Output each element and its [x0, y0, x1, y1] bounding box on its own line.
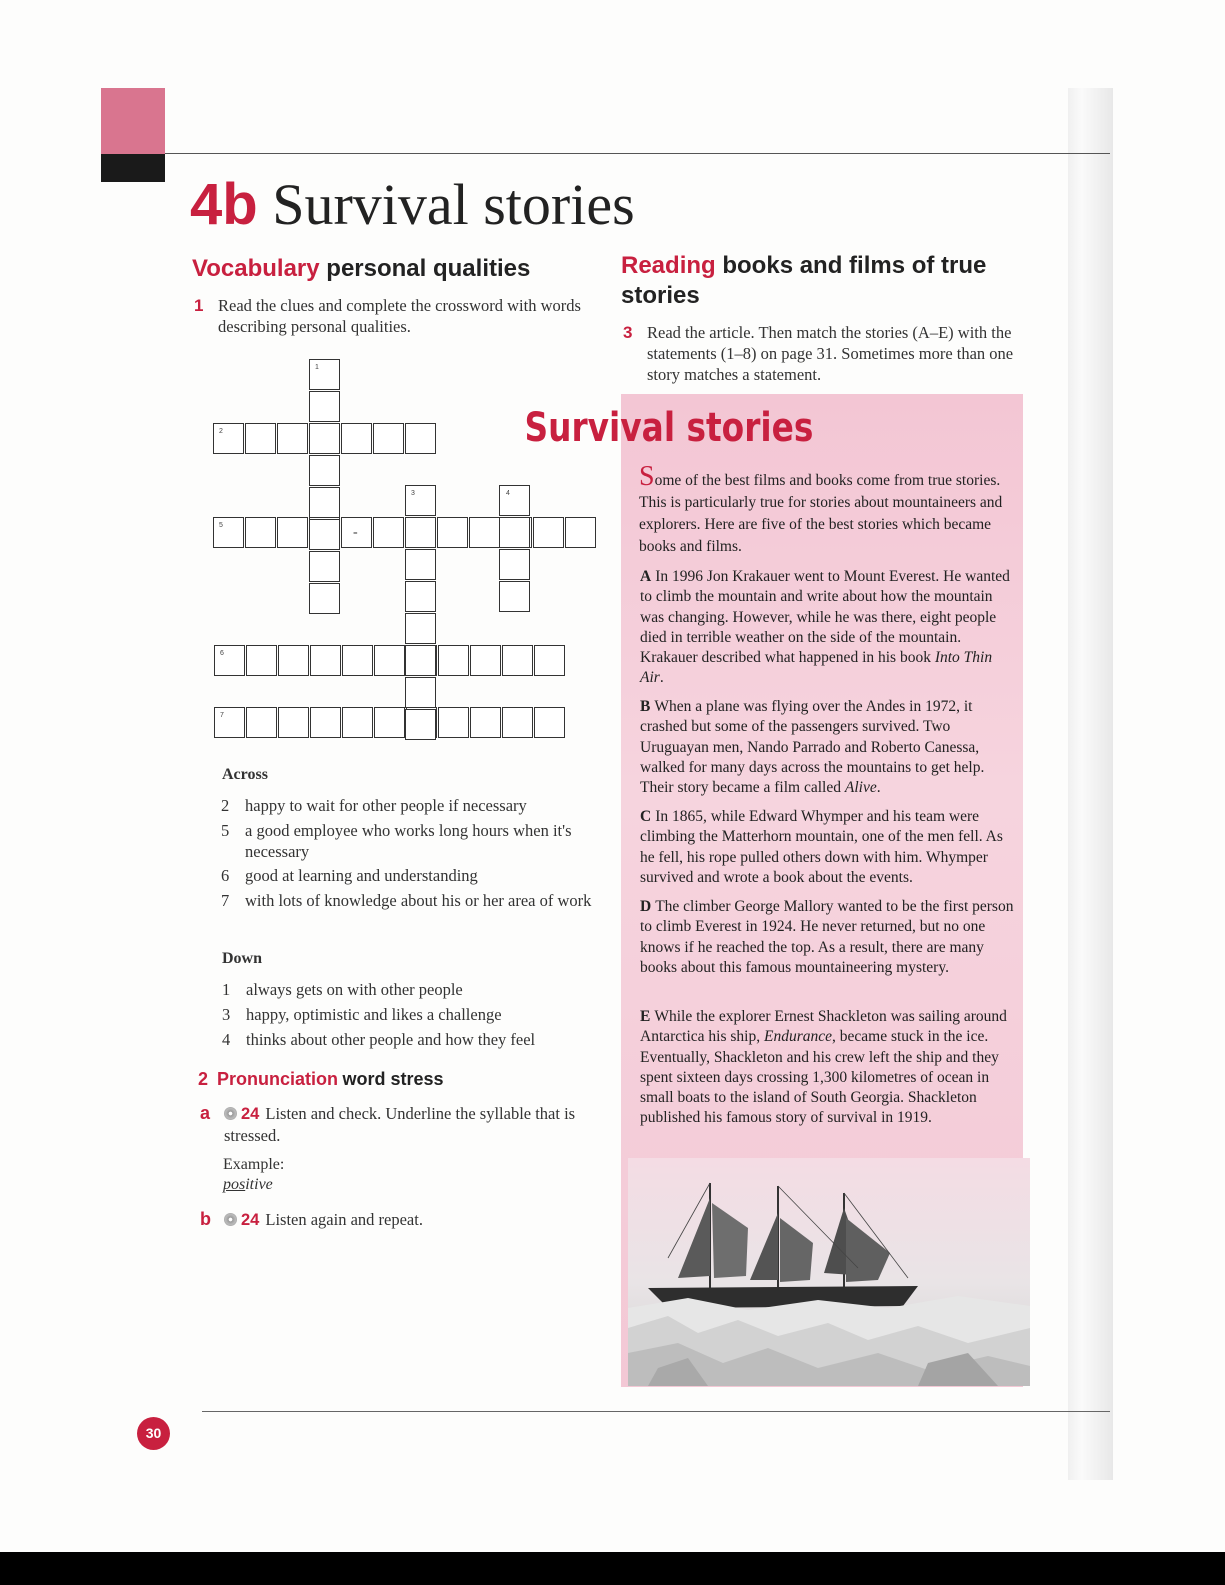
story-letter: A — [640, 568, 652, 585]
crossword-cell[interactable] — [246, 707, 277, 738]
crossword-cell[interactable] — [405, 549, 436, 580]
top-divider — [165, 153, 1110, 154]
crossword-cell[interactable] — [277, 517, 308, 548]
bottom-divider — [202, 1411, 1110, 1412]
exercise-1-number: 1 — [194, 296, 204, 315]
crossword-cell[interactable] — [310, 707, 341, 738]
story-title-italic: Into Thin Air — [640, 649, 993, 687]
crossword-cell[interactable] — [309, 583, 340, 614]
crossword-cell[interactable] — [405, 709, 436, 740]
across-clue — [221, 795, 615, 816]
vocabulary-heading-label: Vocabulary — [192, 255, 320, 282]
clue-text: with lots of knowledge about his or her area of work — [245, 891, 592, 910]
crossword-cell[interactable] — [246, 645, 277, 676]
story-c — [640, 807, 1014, 888]
sub-letter: b — [200, 1209, 211, 1229]
crossword-cell[interactable] — [469, 517, 500, 548]
clue-text: happy to wait for other people if necessary — [245, 796, 527, 815]
crossword-cell[interactable] — [470, 645, 501, 676]
crossword-cell[interactable] — [405, 677, 436, 708]
crossword-cell[interactable] — [342, 645, 373, 676]
reading-heading — [621, 251, 1001, 311]
exercise-3-instruction — [623, 322, 1025, 385]
crossword-clue-number: 6 — [220, 650, 224, 657]
crossword-cell[interactable] — [309, 455, 340, 486]
exercise-1-instruction — [194, 295, 588, 337]
example-word — [223, 1176, 273, 1194]
crossword-cell[interactable] — [374, 645, 405, 676]
story-letter: B — [640, 698, 651, 715]
story-text-end: . — [876, 779, 881, 797]
crossword-cell[interactable] — [278, 707, 309, 738]
exercise-3-number: 3 — [623, 323, 633, 342]
page-number-badge: 30 — [137, 1417, 170, 1450]
intro-text: ome of the best films and books come from true stories. This is particularly true for stories about mountaineers and explorers. Here are five of the best stories which became books and films. — [639, 472, 1003, 555]
crossword-cell[interactable] — [309, 487, 340, 518]
vocabulary-heading — [192, 254, 530, 284]
clue-number: 6 — [221, 866, 230, 885]
crossword-cell[interactable] — [438, 707, 469, 738]
down-clue — [222, 1029, 616, 1050]
crossword-cell[interactable] — [565, 517, 596, 548]
crossword-cell[interactable] — [342, 707, 373, 738]
story-text-end: , became stuck in the ice. Eventually, Shackleton and his crew left the ship and they spent sixteen days crossing 1,300 kilometres of ocean in small boats to the island of South Georgia. Shackleton published his famous story of survival in 1919. — [640, 1028, 999, 1127]
crossword-cell[interactable] — [245, 517, 276, 548]
next-page-edge — [1068, 88, 1113, 1480]
clue-text: good at learning and understanding — [245, 866, 478, 885]
stressed-syllable: pos — [223, 1176, 246, 1193]
story-letter: E — [640, 1008, 651, 1025]
sub-letter: a — [200, 1103, 211, 1123]
story-text-end: . — [659, 669, 664, 687]
exercise-3-text: Read the article. Then match the stories (A–E) with the statements (1–8) on page 31. Sometimes more than one story matches a statement. — [647, 323, 1014, 384]
crossword-cell[interactable] — [309, 519, 340, 550]
story-letter: D — [640, 898, 652, 915]
crossword-cell[interactable] — [533, 517, 564, 548]
story-title-italic: Endurance — [763, 1028, 832, 1046]
audio-track-number: 24 — [241, 1105, 260, 1123]
example-label: Example: — [223, 1156, 285, 1173]
crossword-cell[interactable] — [373, 517, 404, 548]
across-clue — [221, 890, 595, 911]
crossword-cell[interactable] — [213, 517, 244, 548]
story-text: In 1865, while Edward Whymper and his team were climbing the Matterhorn mountain, one of the men fell. As he fell, his rope pulled others down with him. Whymper survived and wrote a book about the events. — [640, 808, 1003, 886]
crossword-cell[interactable] — [502, 707, 533, 738]
audio-cd-icon[interactable] — [224, 1107, 237, 1120]
drop-cap: S — [639, 461, 655, 492]
story-text: When a plane was flying over the Andes in 1972, it crashed but some of the passengers survived. Two Uruguayan men, Nando Parrado and Roberto Canessa, walked for many days across the mountains to get help. Their story became a film called — [640, 698, 985, 797]
crossword-cell[interactable] — [405, 517, 436, 548]
story-title-italic: Alive — [844, 779, 877, 797]
across-heading: Across — [222, 766, 268, 783]
reading-heading-label: Reading — [621, 252, 716, 279]
unit-number: 4b — [190, 172, 258, 237]
pronunciation-heading-topic: word stress — [342, 1069, 444, 1089]
story-text: The climber George Mallory wanted to be the first person to climb Everest in 1924. He never returned, but no one knows if he reached the top. As a result, there are many books about this famous mountaineering mystery. — [640, 898, 1014, 976]
crossword-clue-number: 5 — [219, 522, 223, 529]
unit-title: Survival stories — [272, 172, 635, 237]
exercise-2b-text: Listen again and repeat. — [265, 1210, 423, 1229]
clue-number: 5 — [221, 821, 230, 840]
crossword-cell[interactable] — [437, 517, 468, 548]
clue-text: a good employee who works long hours when it's necessary — [245, 821, 572, 861]
crossword-cell[interactable] — [214, 707, 245, 738]
crossword-clue-number: 1 — [315, 364, 319, 371]
crossword-cell[interactable] — [309, 359, 340, 390]
clue-number: 7 — [221, 891, 230, 910]
crossword-cell[interactable] — [499, 485, 530, 516]
crossword-cell[interactable] — [499, 581, 530, 612]
crossword-cell[interactable] — [499, 549, 530, 580]
crossword-cell[interactable] — [405, 613, 436, 644]
crossword-cell[interactable] — [405, 581, 436, 612]
article-title: Survival stories — [524, 405, 814, 451]
crossword-cell[interactable] — [374, 707, 405, 738]
across-clue — [221, 865, 615, 886]
audio-cd-icon[interactable] — [224, 1213, 237, 1226]
clue-number: 2 — [221, 796, 230, 815]
corner-tab-black — [101, 154, 165, 182]
crossword-clue-number: 4 — [506, 490, 510, 497]
story-e — [640, 1007, 1014, 1129]
article-intro — [639, 461, 1014, 558]
clue-number: 4 — [222, 1030, 231, 1049]
ship-in-ice-photo — [628, 1158, 1030, 1386]
crossword-hyphen: - — [353, 525, 358, 540]
down-heading: Down — [222, 950, 263, 967]
story-letter: C — [640, 808, 652, 825]
story-text: While the explorer Ernest Shackleton was sailing around Antarctica his ship, — [640, 1008, 1007, 1046]
crossword-cell[interactable] — [214, 645, 245, 676]
crossword-cell[interactable] — [405, 485, 436, 516]
down-clue — [222, 1004, 616, 1025]
pronunciation-heading — [198, 1068, 444, 1090]
story-text: In 1996 Jon Krakauer went to Mount Everest. He wanted to climb the mountain and write about how the mountain was changing. However, while he was there, eight people died in terrible weather on the side of the mountain. Krakauer described what happened in his book — [640, 568, 1010, 667]
unstressed-syllables: itive — [245, 1176, 273, 1193]
exercise-2a-text: Listen and check. Underline the syllable that is stressed. — [224, 1104, 576, 1145]
crossword-cell[interactable] — [278, 645, 309, 676]
clue-number: 3 — [222, 1005, 231, 1024]
crossword-cell[interactable] — [534, 707, 565, 738]
audio-track-number: 24 — [241, 1211, 260, 1229]
story-a — [640, 567, 1014, 689]
story-d — [640, 897, 1014, 978]
page-title — [190, 170, 635, 240]
crossword-cell[interactable] — [438, 645, 469, 676]
down-clue — [222, 979, 616, 1000]
crossword-clue-number: 3 — [411, 490, 415, 497]
vocabulary-heading-topic: personal qualities — [326, 255, 531, 282]
crossword-cell[interactable] — [309, 551, 340, 582]
crossword-cell[interactable] — [310, 645, 341, 676]
across-clue — [221, 820, 595, 862]
story-b — [640, 697, 1014, 798]
clue-number: 1 — [222, 980, 231, 999]
crossword-clue-number: 7 — [220, 712, 224, 719]
pronunciation-heading-label: Pronunciation — [217, 1069, 339, 1089]
exercise-2-number: 2 — [198, 1069, 209, 1089]
exercise-1-text: Read the clues and complete the crossword with words describing personal qualities. — [218, 296, 581, 336]
crossword-cell[interactable] — [470, 707, 501, 738]
crossword-cell[interactable] — [405, 645, 436, 676]
clue-text: always gets on with other people — [246, 980, 463, 999]
crossword-clue-number: 2 — [219, 428, 223, 435]
clue-text: thinks about other people and how they feel — [246, 1030, 536, 1049]
crossword-cell[interactable] — [534, 645, 565, 676]
reading-heading-topic: books and films of true stories — [621, 252, 987, 309]
crossword-cell[interactable] — [499, 517, 530, 548]
exercise-2b — [200, 1209, 596, 1231]
corner-tab-pink — [101, 88, 165, 154]
exercise-2a — [200, 1103, 596, 1146]
clue-text: happy, optimistic and likes a challenge — [246, 1005, 502, 1024]
scan-border — [0, 1552, 1225, 1585]
crossword-cell[interactable] — [502, 645, 533, 676]
